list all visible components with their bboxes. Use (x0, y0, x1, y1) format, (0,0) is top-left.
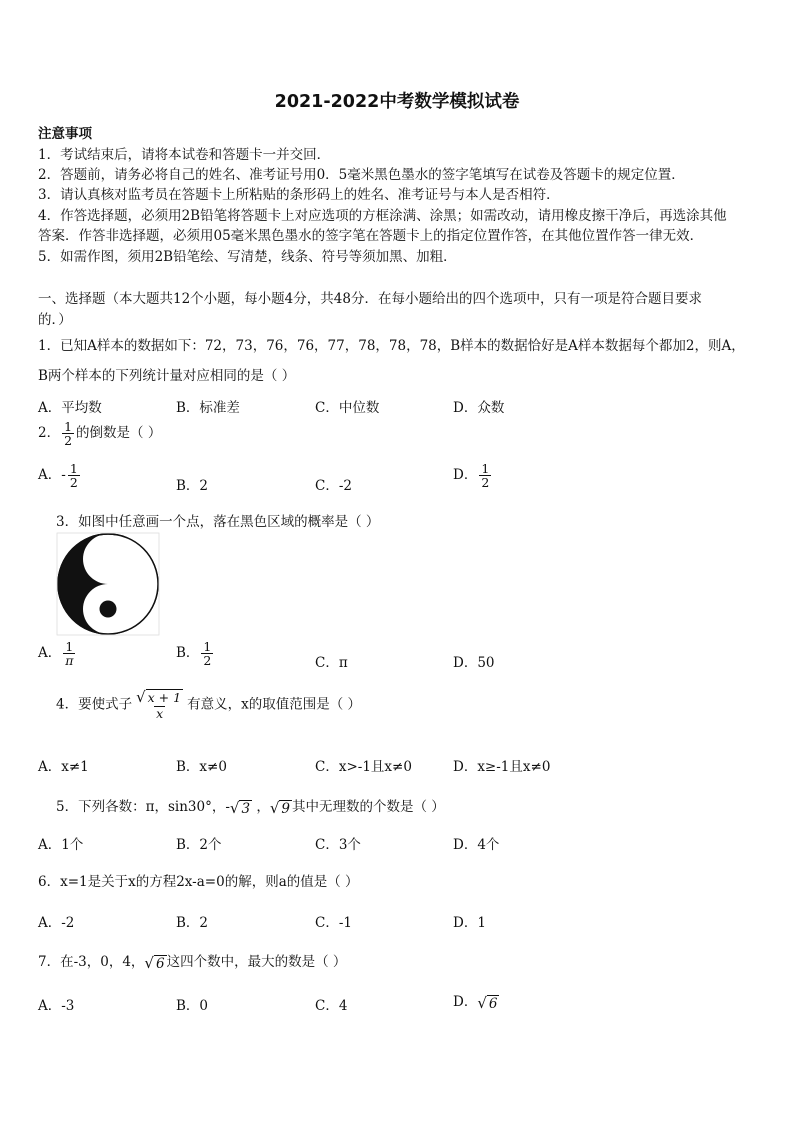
radical-icon: √ (229, 798, 240, 817)
q2-option-d-num: 1 (481, 461, 490, 476)
q2-frac-num: 1 (64, 419, 73, 434)
notice-item: 1．考试结束后，请将本试卷和答题卡一并交回． (38, 147, 331, 163)
notice-item: 3．请认真核对监考员在答题卡上所粘贴的条形码上的姓名、准考证号与本人是否相符． (38, 187, 560, 203)
q1-option-c: C．中位数 (315, 400, 380, 416)
q2-frac-den: 2 (64, 433, 73, 449)
q4-option-c: C．x>-1且x≠0 (315, 759, 412, 775)
q3-option-b-fraction (201, 640, 213, 667)
q3-option-b-num: 1 (203, 639, 212, 654)
q3-option-a (38, 640, 77, 667)
q7-sqrt-content: 6 (155, 955, 165, 972)
q3-option-a-label: A． (38, 645, 62, 662)
q1-option-b: B．标准差 (176, 400, 240, 416)
q2-option-d-label: D． (453, 467, 478, 484)
q7-suffix: 这四个数中，最大的数是（ ） (166, 954, 347, 970)
q2-option-b: B．2 (176, 478, 209, 494)
q4-frac-den (154, 706, 165, 720)
section-heading-cont: 的．） (38, 312, 72, 328)
q5-sqrt-1-content: 3 (241, 800, 251, 817)
q4-option-a: A．x≠1 (38, 759, 89, 775)
q4-frac-num (134, 690, 185, 706)
q3-option-d: D．50 (453, 655, 495, 671)
q6-option-a: A．-2 (38, 915, 75, 931)
question-7-text (38, 950, 346, 972)
yin-yang-figure (56, 532, 160, 636)
q2-option-a-den: 2 (69, 475, 78, 491)
q2-option-a (38, 462, 82, 489)
q4-sqrt (136, 690, 183, 706)
q2-option-a-label: A．- (38, 467, 66, 484)
q2-suffix: 的倒数是（ ） (76, 425, 162, 442)
q2-fraction (62, 420, 74, 447)
q1-option-d: D．众数 (453, 400, 505, 416)
q5-option-b: B．2个 (176, 837, 222, 853)
notice-item: 4．作答选择题，必须用2B铅笔将答题卡上对应选项的方框涂满、涂黑；如需改动，请用橡皮擦干净后，再选涂其他 (38, 208, 727, 224)
radical-icon: √ (136, 688, 146, 706)
radical-icon: √ (477, 993, 487, 1012)
radical-icon: √ (144, 953, 154, 972)
q1-option-a: A．平均数 (38, 400, 102, 416)
q5-sqrt-2 (270, 799, 292, 817)
q4-option-d: D．x≥-1且x≠0 (453, 759, 551, 775)
q3-option-a-num: 1 (65, 639, 74, 654)
q5-option-a: A．1个 (38, 837, 84, 853)
q2-prefix: 2． (38, 425, 61, 442)
question-3-text: 3．如图中任意画一个点，落在黑色区域的概率是（ ） (56, 514, 380, 530)
q5-mid: ， (256, 799, 270, 815)
q4-option-b: B．x≠0 (176, 759, 227, 775)
q3-option-b-den: 2 (203, 653, 212, 669)
q7-option-d-label: D． (453, 994, 478, 1010)
notice-item: 2．答题前，请务必将自己的姓名、准考证号用0．5毫米黑色墨水的签字笔填写在试卷及答题卡的规定位置． (38, 167, 685, 183)
q7-option-d-sqrt (477, 994, 499, 1012)
q3-option-a-den (63, 653, 75, 667)
question-1-text-cont: B两个样本的下列统计量对应相同的是（ ） (38, 368, 296, 384)
question-5-text (56, 795, 445, 817)
q3-option-a-den-pi: π (65, 653, 74, 669)
q5-prefix: 5．下列各数：π，sin30°，- (56, 799, 230, 815)
q2-option-c: C．-2 (315, 478, 352, 494)
q3-option-b (176, 640, 215, 667)
q2-option-a-fraction (68, 462, 80, 489)
q5-option-d: D．4个 (453, 837, 500, 853)
q4-sqrt-content: x + 1 (147, 690, 182, 705)
q3-option-b-label: B． (176, 645, 200, 662)
notice-item: 5．如需作图，须用2B铅笔绘、写清楚，线条、符号等须加黑、加粗． (38, 249, 457, 265)
q5-sqrt-1 (230, 799, 252, 817)
q7-option-b: B．0 (176, 998, 209, 1014)
q6-option-c: C．-1 (315, 915, 352, 931)
q6-option-d: D．1 (453, 915, 486, 931)
q2-option-a-num: 1 (69, 461, 78, 476)
q7-option-c: C．4 (315, 998, 348, 1014)
q4-fraction (134, 690, 185, 720)
q7-sqrt (144, 954, 166, 972)
q5-suffix: 其中无理数的个数是（ ） (292, 799, 445, 815)
notice-heading: 注意事项 (38, 126, 92, 142)
question-4-text (56, 690, 361, 720)
radical-icon: √ (269, 798, 280, 817)
q4-frac-den-x: x (156, 705, 164, 721)
q4-suffix: 有意义，x的取值范围是（ ） (187, 696, 361, 713)
q2-option-d-den: 2 (481, 475, 490, 491)
question-2-text (38, 420, 161, 447)
q7-option-d-sqrt-content: 6 (488, 995, 498, 1012)
question-6-text: 6．x=1是关于x的方程2x-a=0的解，则a的值是（ ） (38, 874, 359, 890)
page-title: 2021-2022中考数学模拟试卷 (274, 92, 520, 112)
q6-option-b: B．2 (176, 915, 209, 931)
notice-item: 答案．作答非选择题，必须用05毫米黑色墨水的签字笔在答题卡上的指定位置作答，在其他位置作答一律无效． (38, 228, 704, 244)
q3-option-c: C．π (315, 655, 348, 671)
q7-option-a: A．-3 (38, 998, 75, 1014)
section-heading: 一、选择题（本大题共12个小题，每小题4分，共48分．在每小题给出的四个选项中，只有一项是符合题目要求 (38, 291, 702, 307)
q2-option-d-fraction (479, 462, 491, 489)
q4-prefix: 4．要使式子 (56, 696, 133, 713)
question-1-text: 1．已知A样本的数据如下：72，73，76，76，77，78，78，78，B样本的数据恰好是A样本数据每个都加2，则A， (38, 338, 745, 354)
q5-sqrt-2-content: 9 (281, 800, 291, 817)
q2-option-d (453, 462, 493, 489)
q7-prefix: 7．在-3，0，4， (38, 954, 145, 970)
q7-option-d (453, 990, 499, 1012)
q3-option-a-fraction (63, 640, 75, 667)
q5-option-c: C．3个 (315, 837, 361, 853)
